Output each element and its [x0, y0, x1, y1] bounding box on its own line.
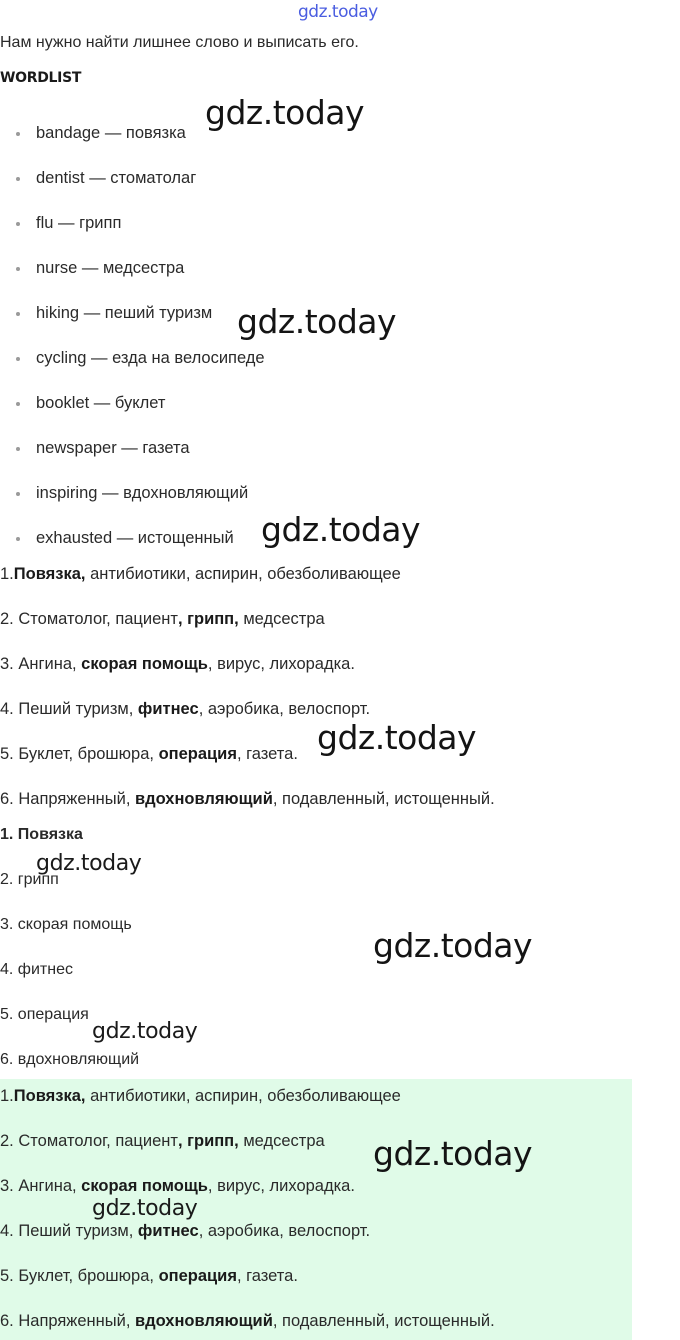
- answer-text: фитнес: [17, 961, 73, 978]
- exercise-highlight: фитнес: [137, 700, 199, 718]
- exercise-text: , подавленный, истощенный.: [272, 790, 495, 808]
- answer-line: [0, 916, 132, 934]
- answer-line: [0, 961, 73, 979]
- exercise-line: [0, 745, 298, 764]
- bullet-icon: [16, 447, 20, 451]
- exercise-text: Стоматолог, пациент: [13, 1132, 178, 1150]
- wordlist-item: [36, 349, 265, 368]
- exercise-text: медсестра: [238, 1132, 325, 1150]
- bullet-icon: [16, 357, 20, 361]
- answer-text: скорая помощь: [17, 916, 132, 933]
- watermark: gdz.today: [317, 718, 477, 757]
- exercise-highlight: скорая помощь: [81, 655, 208, 673]
- wordlist-item-text: newspaper — газета: [36, 439, 190, 457]
- watermark: gdz.today: [36, 851, 142, 876]
- wordlist-item: [36, 529, 234, 548]
- wordlist-item: [36, 169, 196, 188]
- exercise-number: 6.: [0, 790, 14, 808]
- exercise-line: [0, 700, 370, 719]
- exercise-line: [0, 1267, 298, 1286]
- wordlist-item-text: exhausted — истощенный: [36, 529, 234, 547]
- exercise-text: Пеший туризм,: [13, 1222, 138, 1240]
- bullet-icon: [16, 132, 20, 136]
- exercise-line: [0, 655, 355, 674]
- wordlist-item-text: cycling — езда на велосипеде: [36, 349, 265, 367]
- bullet-icon: [16, 177, 20, 181]
- exercise-text: , газета.: [236, 1267, 298, 1285]
- exercise-line: [0, 1132, 325, 1151]
- exercise-text: Буклет, брошюра,: [13, 1267, 159, 1285]
- answer-number: 4.: [0, 961, 18, 978]
- answer-line: [0, 1051, 139, 1069]
- exercise-number: 5.: [0, 1267, 14, 1285]
- exercise-highlight: фитнес: [137, 1222, 199, 1240]
- wordlist-item: [36, 394, 165, 413]
- exercise-line: [0, 1222, 370, 1241]
- watermark: gdz.today: [92, 1196, 198, 1221]
- wordlist-item-text: hiking — пеший туризм: [36, 304, 213, 322]
- exercise-highlight: скорая помощь: [81, 1177, 208, 1195]
- answer-text: операция: [17, 1006, 89, 1023]
- answer-number: 2.: [0, 871, 18, 888]
- wordlist-item: [36, 439, 190, 458]
- exercise-text: Напряженный,: [13, 1312, 135, 1330]
- exercise-text: Ангина,: [13, 655, 82, 673]
- exercise-line: [0, 1087, 401, 1106]
- exercise-text: , подавленный, истощенный.: [272, 1312, 495, 1330]
- wordlist-item: [36, 124, 186, 143]
- exercise-text: Стоматолог, пациент: [13, 610, 178, 628]
- answer-line: [0, 826, 83, 844]
- exercise-highlight: вдохновляющий: [135, 1312, 273, 1330]
- answer-line: [0, 1006, 89, 1024]
- bullet-icon: [16, 222, 20, 226]
- wordlist-item-text: flu — грипп: [36, 214, 122, 232]
- exercise-highlight: Повязка,: [13, 1087, 86, 1105]
- bullet-icon: [16, 537, 20, 541]
- watermark: gdz.today: [261, 510, 421, 549]
- exercise-number: 2.: [0, 1132, 14, 1150]
- watermark: gdz.today: [373, 926, 533, 965]
- exercise-number: 3.: [0, 1177, 14, 1195]
- exercise-text: , вирус, лихорадка.: [207, 655, 355, 673]
- exercise-line: [0, 565, 401, 584]
- answer-number: 3.: [0, 916, 18, 933]
- bullet-icon: [16, 402, 20, 406]
- exercise-highlight: вдохновляющий: [135, 790, 273, 808]
- exercise-line: [0, 1312, 495, 1331]
- exercise-text: Пеший туризм,: [13, 700, 138, 718]
- exercise-line: [0, 790, 495, 809]
- exercise-number: 4.: [0, 1222, 14, 1240]
- wordlist-item: [36, 259, 184, 278]
- exercise-text: , аэробика, велоспорт.: [198, 700, 371, 718]
- answer-number: 6.: [0, 1051, 18, 1068]
- wordlist-item: [36, 484, 248, 503]
- wordlist-item-text: booklet — буклет: [36, 394, 166, 412]
- answer-number: 5.: [0, 1006, 18, 1023]
- bullet-icon: [16, 312, 20, 316]
- exercise-line: [0, 610, 325, 629]
- wordlist-heading: WORDLIST: [0, 70, 82, 86]
- intro-text: Нам нужно найти лишнее слово и выписать его.: [0, 34, 359, 51]
- wordlist-item: [36, 214, 121, 233]
- exercise-highlight: , грипп,: [177, 610, 239, 628]
- exercise-number: 3.: [0, 655, 14, 673]
- exercise-text: Напряженный,: [13, 790, 135, 808]
- exercise-text: медсестра: [238, 610, 325, 628]
- watermark: gdz.today: [373, 1134, 533, 1173]
- exercise-number: 6.: [0, 1312, 14, 1330]
- exercise-highlight: операция: [158, 745, 237, 763]
- wordlist-item: [36, 304, 212, 323]
- exercise-text: , газета.: [236, 745, 298, 763]
- wordlist-item-text: nurse — медсестра: [36, 259, 185, 277]
- bullet-icon: [16, 267, 20, 271]
- top-watermark: gdz.today: [298, 2, 378, 22]
- exercise-number: 1.: [0, 1087, 14, 1105]
- exercise-text: , вирус, лихорадка.: [207, 1177, 355, 1195]
- wordlist-item-text: dentist — стоматолаг: [36, 169, 197, 187]
- exercise-highlight: , грипп,: [177, 1132, 239, 1150]
- exercise-text: Буклет, брошюра,: [13, 745, 159, 763]
- exercise-number: 2.: [0, 610, 14, 628]
- exercise-line: [0, 1177, 355, 1196]
- exercise-text: антибиотики, аспирин, обезболивающее: [85, 1087, 401, 1105]
- answer-text: грипп: [17, 871, 59, 888]
- watermark: gdz.today: [92, 1019, 198, 1044]
- wordlist-item-text: inspiring — вдохновляющий: [36, 484, 249, 502]
- watermark: gdz.today: [205, 93, 365, 132]
- exercise-highlight: Повязка,: [13, 565, 86, 583]
- exercise-number: 5.: [0, 745, 14, 763]
- wordlist-item-text: bandage — повязка: [36, 124, 186, 142]
- answer-text: Повязка: [17, 826, 83, 843]
- watermark: gdz.today: [237, 302, 397, 341]
- exercise-text: антибиотики, аспирин, обезболивающее: [85, 565, 401, 583]
- bullet-icon: [16, 492, 20, 496]
- answer-text: вдохновляющий: [17, 1051, 140, 1068]
- exercise-number: 4.: [0, 700, 14, 718]
- exercise-number: 1.: [0, 565, 14, 583]
- exercise-text: Ангина,: [13, 1177, 82, 1195]
- answer-number: 1.: [0, 826, 18, 843]
- exercise-text: , аэробика, велоспорт.: [198, 1222, 371, 1240]
- exercise-highlight: операция: [158, 1267, 237, 1285]
